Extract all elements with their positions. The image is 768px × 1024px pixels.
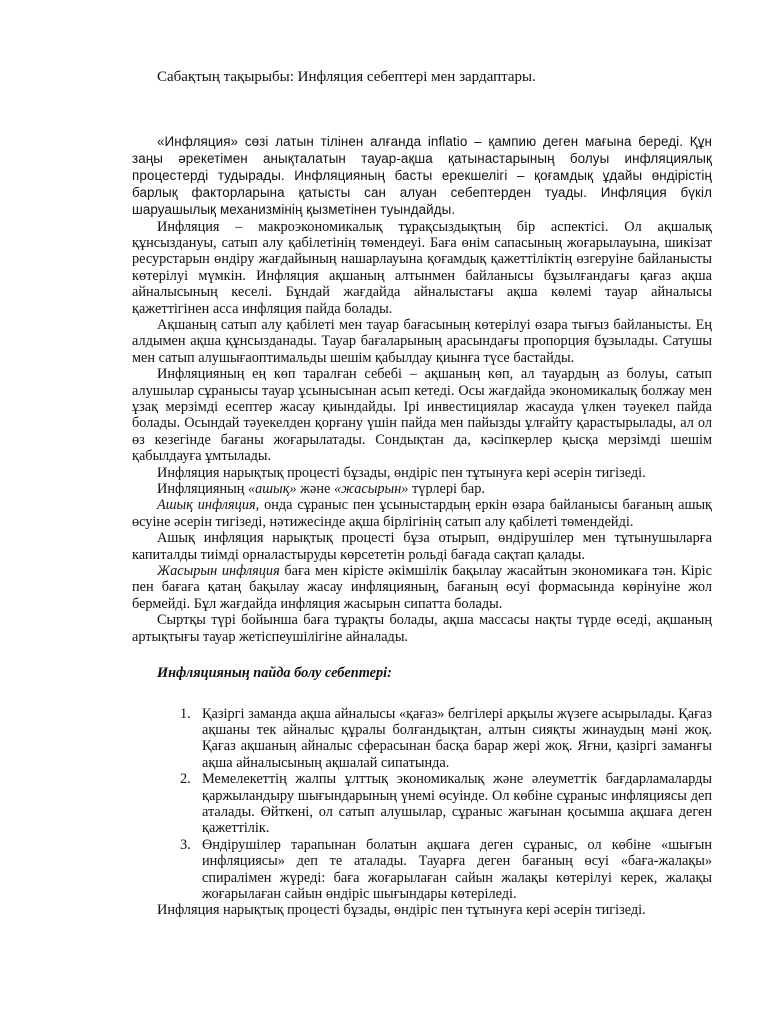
- causes-list: [132, 706, 712, 903]
- paragraph-hidden-inflation: [132, 563, 712, 612]
- paragraph-inflation-types: [132, 481, 712, 497]
- open-inflation-term: Ашық инфляция: [157, 497, 256, 514]
- document-body: [132, 134, 712, 919]
- list-item-text: Қазіргі заманда ақша айналысы «қағаз» белгілері арқылы жүзеге асырылады. Қағаз ақшаны тек айналыс құралы болғандықтан, алтын сияқты жинаудың мәні жоқ. Қағаз ақшаның айналыс сферасынан басқа барар жері жоқ. Яғни, қазіргі заманғы ақша айналысының ақшалай сипатында.: [202, 705, 712, 771]
- list-item-number: 1.: [180, 705, 191, 722]
- list-item: [180, 836, 712, 903]
- list-item: [180, 705, 712, 772]
- paragraph-common-cause: Инфляцияның ең көп таралған себебі – ақшаның көп, ал тауардың аз болуы, сатып алушылар сұранысы тауар ұсынысынан асып кетеді. Осы жағдайда экономикалық болжау мен ұзақ мерзімді есептер жасау қиындайды. Ірі инвестициялар жасауда үлкен тәуекел пайда болады. Осындай тәуекелден қорғану үшін пайда мен пайызды ұлғайту қарастырылады, ал ол өз кезегінде бағаны жоғарылатады. Сондықтан да, кәсіпкерлер қысқа мерзімді шешім қабылдауға ұмтылады.: [132, 366, 712, 465]
- list-item-number: 3.: [180, 836, 191, 853]
- paragraph-external-form: Сыртқы түрі бойынша баға тұрақты болады, ақша массасы нақты түрде өседі, ақшаның артықтығы тауар жетіспеушілігіне айналады.: [132, 612, 712, 645]
- paragraph-market-disruption: Инфляция нарықтық процесті бұзады, өндіріс пен тұтынуға кері әсерін тигізеді.: [157, 464, 646, 481]
- lesson-title: Сабақтың тақырыбы: Инфляция себептері мен зардаптары.: [157, 69, 536, 85]
- types-ending: түрлері бар.: [408, 481, 485, 498]
- open-type-term: «ашық»: [247, 481, 297, 498]
- types-intro-text: Инфляцияның: [157, 481, 248, 498]
- closing-paragraph: Инфляция нарықтық процесті бұзады, өндіріс пен тұтынуға кері әсерін тигізеді.: [157, 902, 646, 919]
- list-item-number: 2.: [180, 771, 191, 788]
- list-item: [180, 771, 712, 837]
- list-item-text: Мемелекеттің жалпы ұлттық экономикалық және әлеуметтік бағдарламаларды қаржыландыру шығындарының үнемі өсуінде. Ол көбіне сұраныс инфляциясы деп аталады. Өйткені, ол сатып алушылар, сұраныс жағынан қосымша ақшаға деген қажеттілік.: [202, 771, 712, 837]
- paragraph-purchasing-power: Ақшаның сатып алу қабілеті мен тауар бағасының көтерілуі өзара тығыз байланысты. Ең алдымен ақша құнсызданады. Тауар бағаларының арасындағы пропорция бұзылады. Сатушы мен сатып алушығаоптимальды шешім қабылдау қиынға түсе бастайды.: [132, 316, 712, 366]
- list-item-text: Өндірушілер тарапынан болатын ақшаға деген сұраныс, ол көбіне «шығын инфляциясы» деп те аталады. Тауарға деген бағаның өсуі «баға-жалақы» спиралімен жүреді: баға жоғарылаған сайын жалақы көтерілуі керек, жалақы жоғарылаған сайын өндіріс шығындары көтеріледі.: [202, 836, 712, 902]
- hidden-inflation-term: Жасырын инфляция: [157, 563, 280, 580]
- hidden-type-term: «жасырын»: [333, 481, 409, 498]
- paragraph-inflation-definition: «Инфляция» сөзі латын тілінен алғанда inflatio – қампию деген мағына береді. Құн заңы әрекетімен анықталатын тауар-ақша қатынастарының болуы инфляциялық процестерді тудырады. Инфляцияның басты ерекшелігі – қоғамдық ұдайы өндірістің барлық факторларына қатысты сан алуан себептерден туады. Инфляция бүкіл шаруашылық механизмінің қызметінен туындайды.: [132, 134, 712, 217]
- paragraph-open-inflation-effect: Ашық инфляция нарықтық процесті бұза отырып, өндірушілер мен тұтынушыларға капиталды тиімді орналастыруды көрсететін рольді бағада сақтап қалады.: [132, 530, 712, 563]
- open-inflation-text: , онда сұраныс пен ұсыныстардың еркін өзара байланысы бағаның ашық өсуіне әсерін тигізеді, нәтижесінде ақша бірлігінің сатып алу қабілеті төмендейді.: [132, 497, 713, 530]
- hidden-inflation-text: баға мен кірісте әкімшілік бақылау жасайтын экономикаға тән. Кіріс пен бағаға қатаң бақылау жасау инфляцияның, бағаның өсуі формасында көрінуіне жол бермейді. Бұл жағдайда инфляция жасырын сипатта болады.: [132, 563, 712, 612]
- types-conjunction: және: [296, 481, 334, 498]
- paragraph-open-inflation: [132, 497, 712, 530]
- causes-heading: Инфляцияның пайда болу себептері:: [157, 665, 392, 682]
- paragraph-macro-aspect: Инфляция – макроэкономикалық тұрақсыздықтың бір аспектісі. Ол ақшалық құнсыздануы, сатып алу қабілетінің төмендеуі. Баға өнім сапасының жоғарылауына, шикізат ресурстарын өндіру жағдайының нашарлауына қоғамдық қажеттіліктің өзгеруіне байланысты көтерілуі мүмкін. Инфляция ақшаның алтынмен байланысы бұзылғандағы қағаз ақша айналысының кеселі. Бұндай жағдайда айналыстағы ақша көлемі тауар айналысы қажеттігінен асса инфляция пайда болады.: [132, 218, 712, 317]
